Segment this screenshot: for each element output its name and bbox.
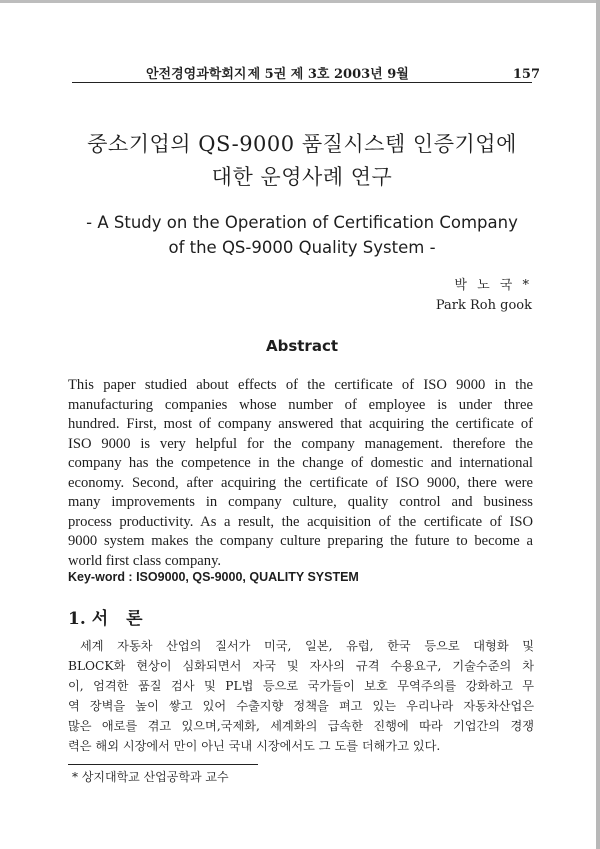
keywords <box>68 570 359 584</box>
abstract-text <box>68 376 533 571</box>
author-name-korean: 박 노 국 * <box>454 278 532 293</box>
running-header <box>72 63 540 82</box>
korean-title-line: 대한 운영사례 연구 <box>211 165 393 189</box>
header-rule <box>72 82 532 83</box>
abstract-line: many improvements in company culture, quality control and business <box>68 494 533 510</box>
english-title <box>72 210 532 260</box>
abstract-heading: Abstract <box>265 337 339 355</box>
abstract-line: manufacturing companies whose number of employee is under three <box>68 396 533 413</box>
author-block <box>436 276 532 316</box>
footnote: * 상지대학교 산업공학과 교수 <box>72 770 229 784</box>
body-line: 이, 엄격한 품질 검사 및 PL법 등으로 국가들이 보호 무역주의를 강화하고 무 <box>68 679 534 693</box>
english-title-line: of the QS-9000 Quality System - <box>168 238 436 257</box>
section-title: 서 론 <box>91 609 149 629</box>
footnote-rule <box>68 764 258 765</box>
page-number: 157 <box>512 67 540 82</box>
abstract-line: hundred. First, most of company answered that acquiring the certificate of <box>68 416 533 432</box>
abstract-line: 9000 system makes the company culture preparing the future to become a <box>68 533 533 549</box>
abstract-line: ISO 9000 is very helpful for the company management. therefore the <box>68 435 533 452</box>
abstract-line: world first class company. <box>68 552 222 569</box>
body-line: 많은 애로를 겪고 있으며,국제화, 세계화의 급속한 진행에 따라 기업간의 경쟁 <box>68 719 534 733</box>
section-body <box>68 636 534 756</box>
page-top-edge <box>0 0 600 3</box>
body-line: 역 장벽을 높이 쌓고 있어 수출지향 정책을 펴고 있는 우리나라 자동차산업은 <box>68 699 534 713</box>
abstract-line: This paper studied about effects of the certificate of ISO 9000 in the <box>68 377 533 393</box>
section-number: 1. <box>68 609 86 629</box>
body-line: 력은 해외 시장에서 만이 아닌 국내 시장에서도 그 도를 더해가고 있다. <box>68 739 441 753</box>
author-name-english: Park Roh gook <box>435 298 532 313</box>
abstract-line: company has the competence in the change of domestic and international <box>68 455 533 471</box>
section-heading <box>68 604 149 629</box>
keywords-label: Key-word : <box>68 570 133 584</box>
body-line: 세계 자동차 산업의 질서가 미국, 일본, 유럽, 한국 등으로 대형화 및 <box>80 639 534 653</box>
abstract-line: economy. Second, after acquiring the certificate of ISO 9000, there were <box>68 474 533 491</box>
english-title-line: - A Study on the Operation of Certification Company <box>86 213 518 232</box>
keywords-list: ISO9000, QS-9000, QUALITY SYSTEM <box>136 570 359 584</box>
korean-title <box>72 128 532 194</box>
page-right-edge <box>596 0 600 849</box>
body-line: BLOCK화 현상이 심화되면서 자국 및 자사의 규격 수용요구, 기술수준의 차 <box>68 659 534 673</box>
korean-title-line: 중소기업의 QS-9000 품질시스템 인증기업에 <box>87 132 517 156</box>
volume-info: 제 5권 제 3호 2003년 9월 <box>247 67 409 82</box>
journal-name: 안전경영과학회지 <box>146 67 247 82</box>
abstract-line: process productivity. As a result, the acquisition of the certificate of ISO <box>68 513 533 530</box>
